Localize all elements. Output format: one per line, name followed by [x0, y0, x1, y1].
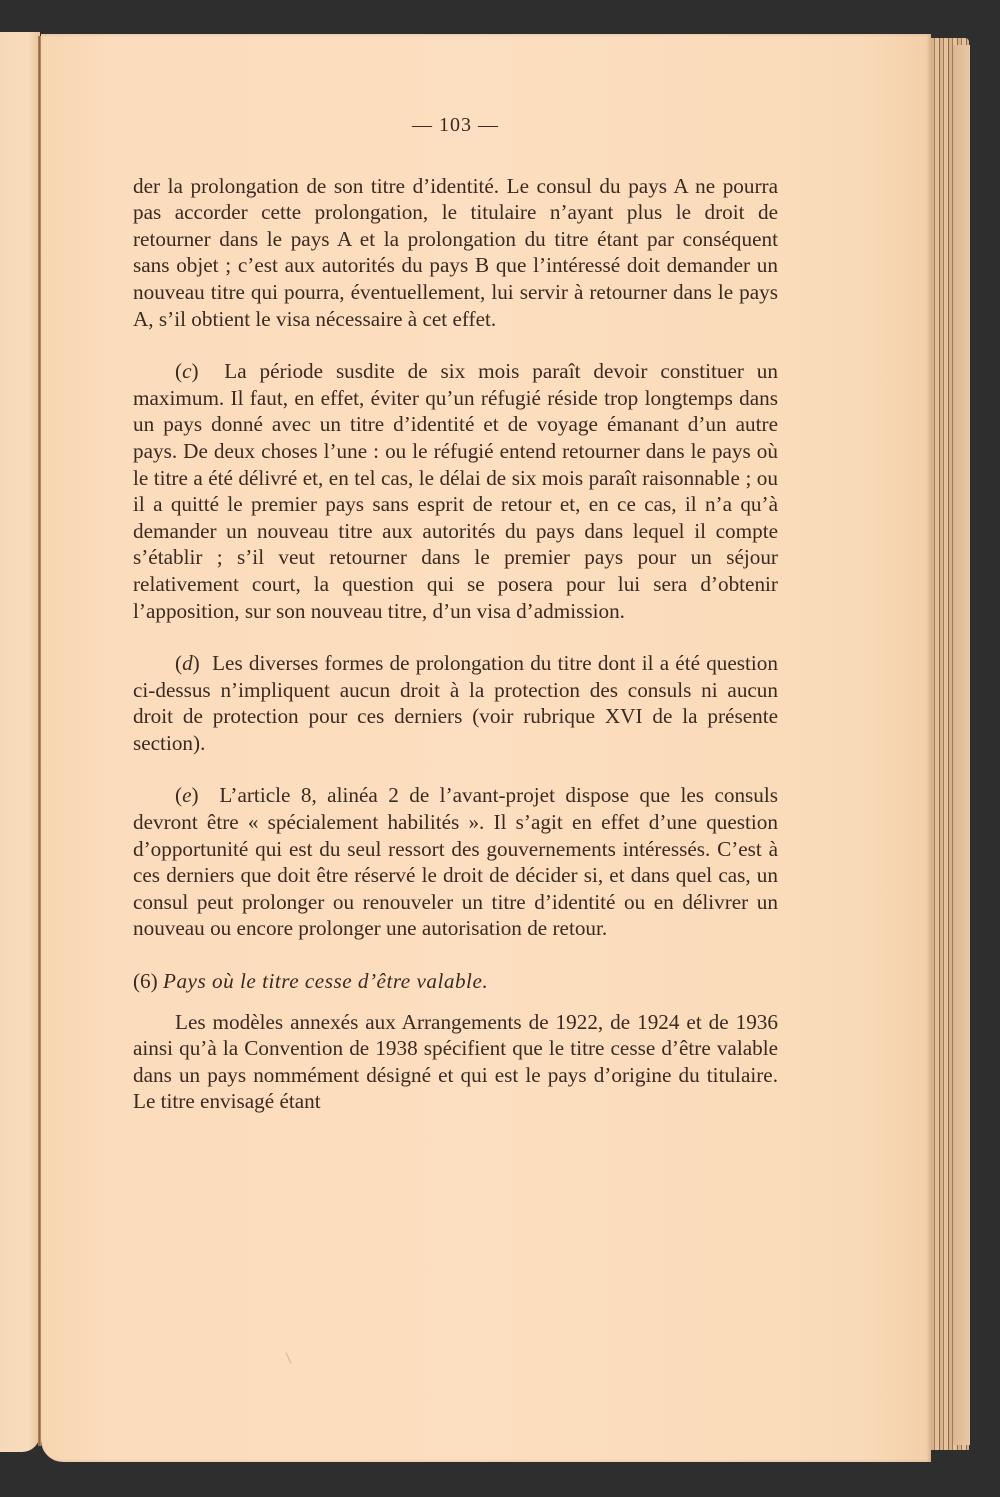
paragraph-d-text: Les diverses formes de prolongation du titre dont il a été question ci-dessus n’impliquent aucun droit à la protection des consuls ni aucun droit de protection pour ces derniers (voir rubrique XVI de la présente section).	[133, 651, 778, 755]
facing-page-edge	[0, 32, 40, 1452]
paragraph-d-label: (d)	[175, 651, 200, 676]
paragraph-c-label: (c)	[175, 359, 199, 384]
paragraph-intro: der la prolongation de son titre d’identité. Le consul du pays A ne pourra pas accorder cette prolongation, le titulaire n’ayant plus le droit de retourner dans le pays A et la prolongation du titre étant par conséquent sans objet ; c’est aux autorités du pays B que l’intéressé doit demander un nouveau titre qui pourra, éventuellement, lui servir à retourner dans le pays A, s’il obtient le visa nécessaire à cet effet.	[133, 173, 778, 331]
page-stack-outer-edge	[953, 45, 970, 1445]
paragraph-e-text: L’article 8, alinéa 2 de l’avant-projet dispose que les consuls devront être « spécialement habilités ». Il s’agit en effet d’une question d’opportunité qui est du seul ressort des gouvernements intéressés. C’est à ces derniers que doit être réservé le droit de décider si, et dans quel cas, un consul peut prolonger ou renouveler un titre d’identité ou en délivrer un nouveau ou encore prolonger une autorisation de retour.	[133, 783, 779, 941]
paragraph-d	[133, 650, 778, 756]
section-6-paragraph: Les modèles annexés aux Arrangements de 1922, de 1924 et de 1936 ainsi qu’à la Convention de 1938 spécifient que le titre cesse d’être valable dans un pays nommément désigné et qui est le pays d’origine du titulaire. Le titre envisagé étant	[133, 1009, 778, 1114]
section-6-heading	[133, 968, 778, 995]
section-6-number: (6)	[133, 969, 158, 994]
paragraph-e-label: (e)	[175, 783, 199, 808]
paragraph-c-text: La période susdite de six mois paraît devoir constituer un maximum. Il faut, en effet, éviter qu’un réfugié réside trop longtemps dans un pays donné avec un titre d’identité et de voyage émanant d’un autre pays. De deux choses l’une : ou le réfugié entend retourner dans le pays où le titre a été délivré et, en tel cas, le délai de six mois paraît raisonnable ; ou il a quitté le premier pays sans esprit de retour et, en ce cas, il n’a qu’à demander un nouveau titre aux autorités du pays dans lequel il compte s’établir ; s’il veut retourner dans le premier pays pour un séjour relativement court, la question qui se posera pour lui sera d’obtenir l’apposition, sur son nouveau titre, d’un visa d’admission.	[133, 359, 778, 623]
page-number: — 103 —	[412, 114, 499, 136]
page-content	[133, 112, 778, 1141]
paragraph-c	[133, 358, 778, 624]
paragraph-e	[133, 782, 778, 942]
section-6-title: Pays où le titre cesse d’être valable.	[163, 969, 489, 994]
